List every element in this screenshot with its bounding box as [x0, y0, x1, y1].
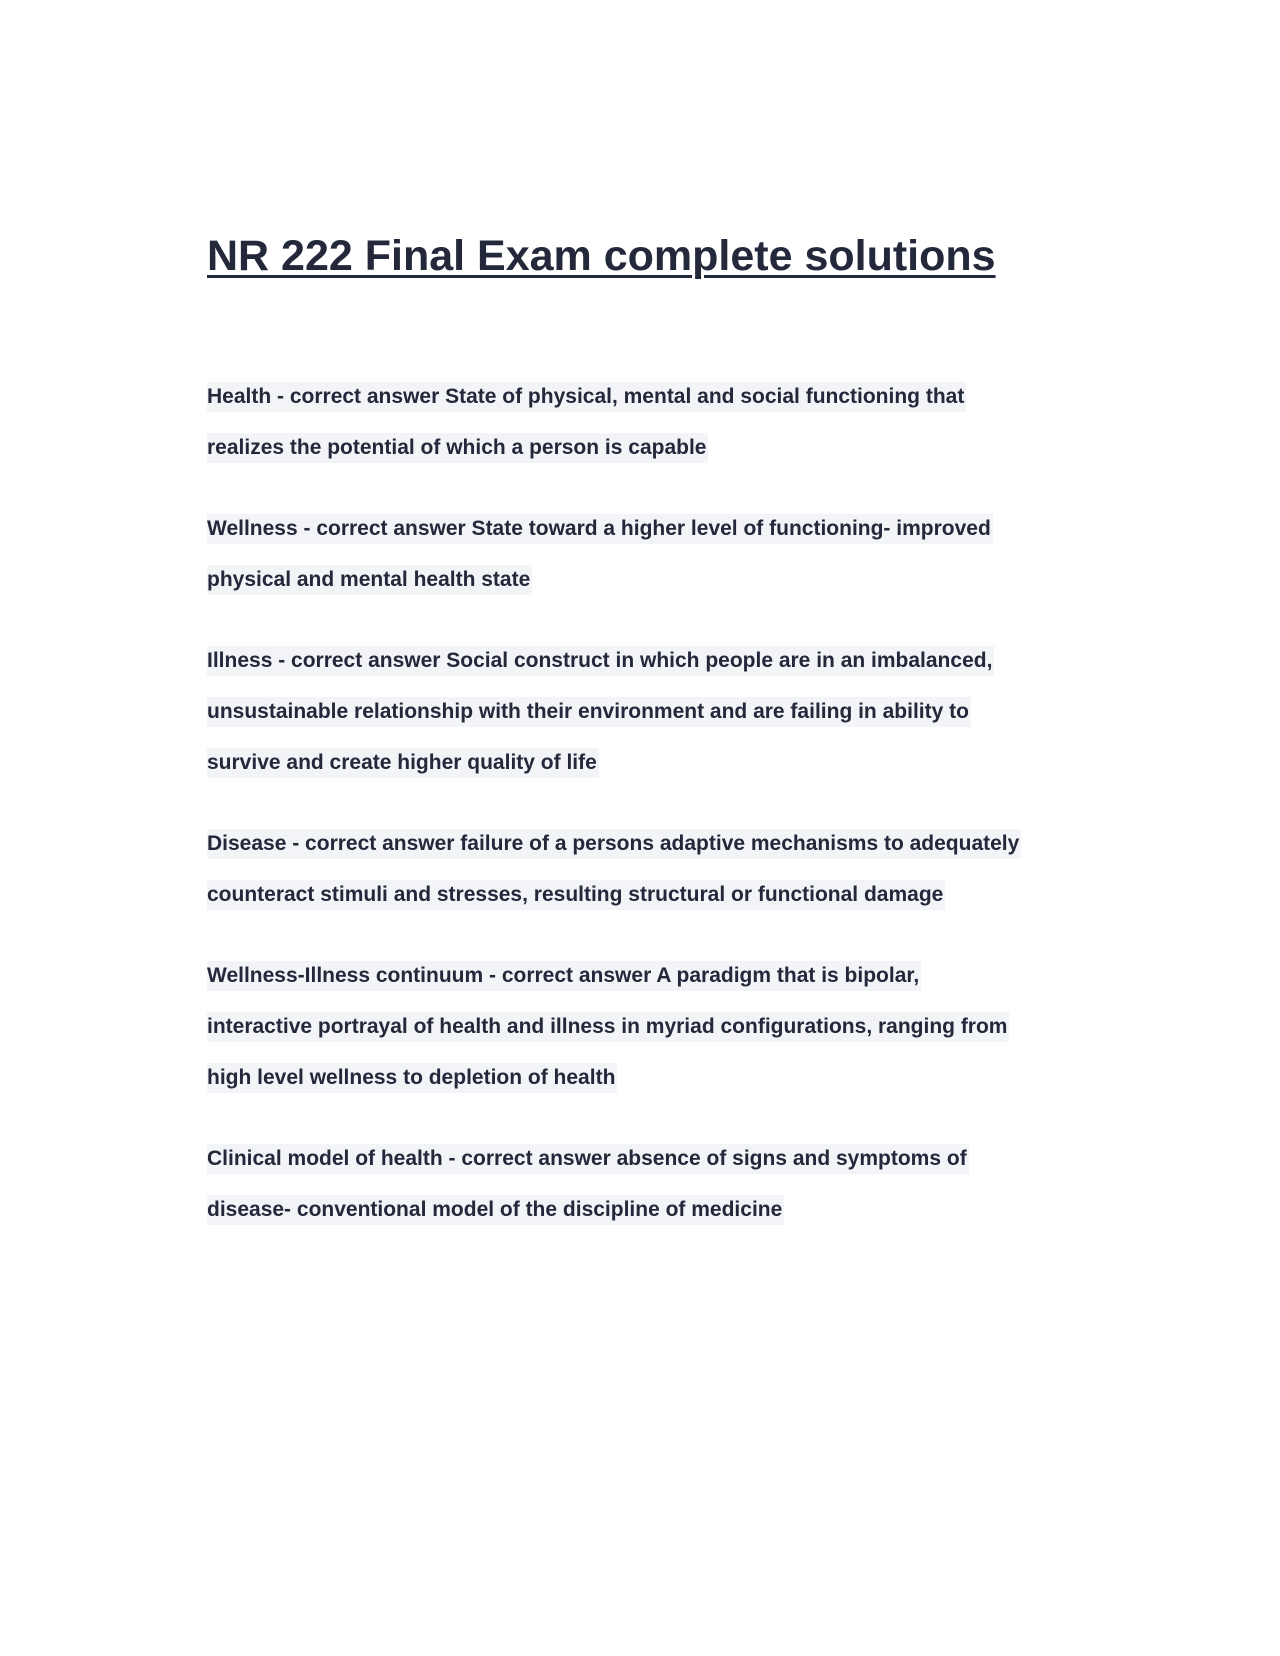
entry-line: disease- conventional model of the discipline of medicine: [207, 1195, 784, 1225]
qa-entry-wellness: [207, 514, 1087, 595]
qa-entries: [207, 382, 1087, 1225]
entry-line: unsustainable relationship with their environment and are failing in ability to: [207, 697, 971, 727]
document-title: NR 222 Final Exam complete solutions: [207, 232, 996, 280]
document-page: [207, 228, 1087, 1276]
entry-line: survive and create higher quality of life: [207, 748, 599, 778]
qa-entry-clinical-model: [207, 1144, 1087, 1225]
qa-entry-disease: [207, 829, 1087, 910]
entry-line: Wellness - correct answer State toward a higher level of functioning- improved: [207, 514, 993, 544]
entry-line: Wellness-Illness continuum - correct answer A paradigm that is bipolar,: [207, 961, 921, 991]
qa-entry-wellness-illness-continuum: [207, 961, 1087, 1093]
entry-line: Health - correct answer State of physical, mental and social functioning that: [207, 382, 966, 412]
entry-line: Clinical model of health - correct answer absence of signs and symptoms of: [207, 1144, 969, 1174]
entry-line: counteract stimuli and stresses, resulting structural or functional damage: [207, 880, 945, 910]
entry-line: realizes the potential of which a person is capable: [207, 433, 708, 463]
qa-entry-health: [207, 382, 1087, 463]
entry-line: interactive portrayal of health and illness in myriad configurations, ranging from: [207, 1012, 1009, 1042]
entry-line: Disease - correct answer failure of a persons adaptive mechanisms to adequately: [207, 829, 1021, 859]
entry-line: high level wellness to depletion of health: [207, 1063, 617, 1093]
qa-entry-illness: [207, 646, 1087, 778]
entry-line: physical and mental health state: [207, 565, 532, 595]
entry-line: Illness - correct answer Social construct in which people are in an imbalanced,: [207, 646, 994, 676]
